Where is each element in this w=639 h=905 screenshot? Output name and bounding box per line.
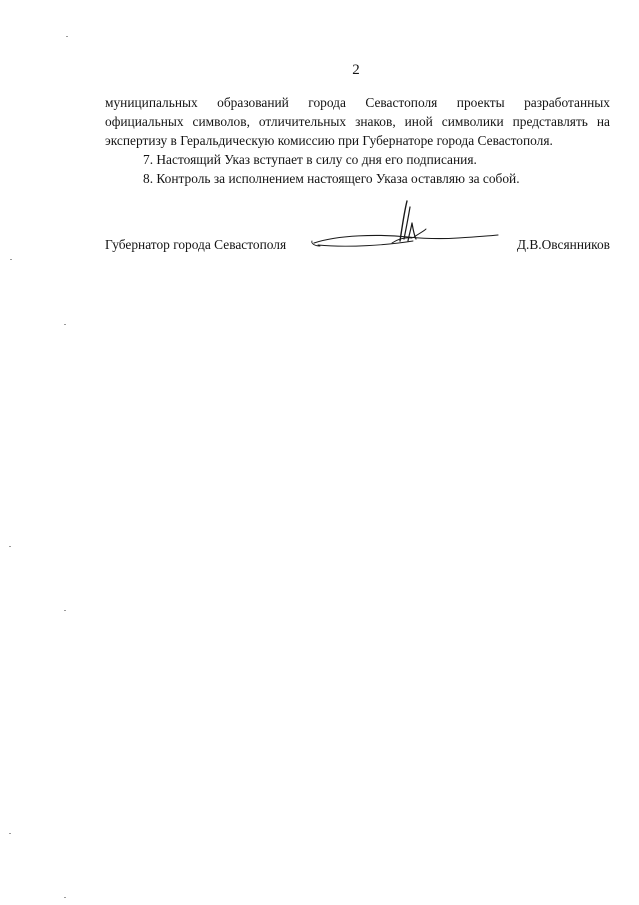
scan-artifact <box>10 259 12 260</box>
document-body <box>105 93 610 188</box>
signature-stroke <box>400 201 407 241</box>
paragraph-continuation <box>105 93 610 150</box>
text-line: экспертизу в Геральдическую комиссию при Губернаторе города Севастополя. <box>105 133 553 148</box>
signature-stroke <box>414 229 426 237</box>
handwritten-signature <box>308 193 508 253</box>
scan-artifact <box>9 833 11 834</box>
scan-artifact <box>64 610 66 611</box>
signer-name: Д.В.Овсянников <box>516 237 610 252</box>
scan-artifact <box>66 36 68 37</box>
text-line: официальных символов, отличительных знаков, иной символики представлять на <box>105 114 610 129</box>
scan-artifact <box>64 897 66 898</box>
signer-title: Губернатор города Севастополя <box>105 237 287 252</box>
paragraph-item-8: 8. Контроль за исполнением настоящего Указа оставляю за собой. <box>143 171 520 186</box>
text-line: муниципальных образований города Севастополя проекты разработанных <box>105 95 610 110</box>
signature-stroke <box>318 241 413 246</box>
page-number: 2 <box>352 62 360 78</box>
scan-artifact <box>64 324 66 325</box>
scan-artifact <box>9 546 11 547</box>
paragraph-item-7: 7. Настоящий Указ вступает в силу со дня его подписания. <box>143 152 477 167</box>
